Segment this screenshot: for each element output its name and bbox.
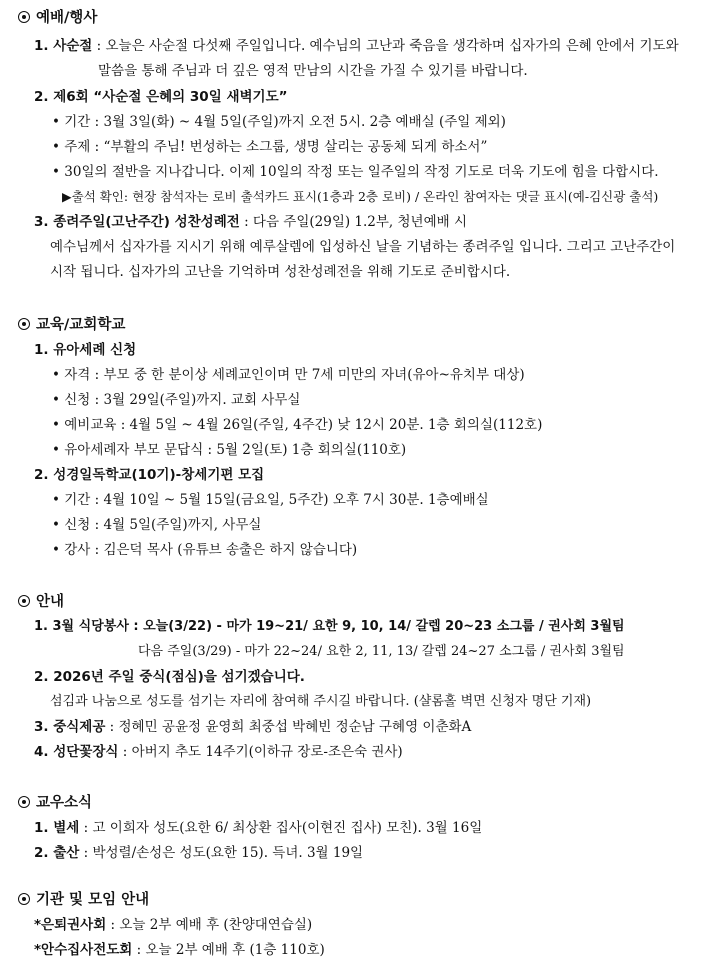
- item-bible-school: 2. 성경일독학교(10기)-창세기편 모집: [34, 467, 265, 483]
- circle-dot-icon: [18, 595, 30, 607]
- section-title-notice: 안내: [18, 592, 64, 612]
- lunch-service-desc: 섬김과 나눔으로 성도를 섬기는 자리에 참여해 주시길 바랍니다. (샬롬홀 벽면 신청자 명단 기재): [50, 694, 592, 709]
- section-title-worship: 예배/행사: [18, 8, 97, 28]
- item-altar-flowers: 4. 성단꽃장식 : 아버지 추도 14주기(이하규 장로-조은숙 권사): [34, 744, 403, 760]
- item-infant-baptism: 1. 유아세례 신청: [34, 342, 137, 358]
- circle-dot-icon: [18, 796, 30, 808]
- circle-dot-icon: [18, 11, 30, 23]
- cafeteria-service-next: 다음 주일(3/29) - 마가 22~24/ 요한 2, 11, 13/ 갈렙 24~27 소그룹 / 권사회 3월팀: [138, 644, 625, 659]
- item-palm-sunday: 3. 종려주일(고난주간) 성찬성례전 : 다음 주일(29일) 1.2부, 청년예배 시: [34, 214, 468, 230]
- section-title-meetings: 기관 및 모임 안내: [18, 890, 149, 910]
- item-birth: 2. 출산 : 박성렬/손성은 성도(요한 15). 득녀. 3월 19일: [34, 845, 364, 861]
- item-lent: 1. 사순절 : 오늘은 사순절 다섯째 주일입니다. 예수님의 고난과 죽음을 생각하며 십자가의 은혜 안에서 기도와: [34, 38, 679, 54]
- item-dawn-prayer: 2. 제6회 “사순절 은혜의 30일 새벽기도”: [34, 89, 288, 105]
- dawn-prayer-attendance: ▶출석 확인: 현장 참석자는 로비 출석카드 표시(1층과 2층 로비) / 온라인 참여자는 댓글 표시(예-김신광 출석): [62, 189, 659, 204]
- item-deacon-evangelism: *안수집사전도회 : 오늘 2부 예배 후 (1층 110호): [34, 942, 325, 958]
- item-retired-deaconess: *은퇴권사회 : 오늘 2부 예배 후 (찬양대연습실): [34, 917, 313, 933]
- item-lunch-provider: 3. 중식제공 : 정혜민 공윤정 윤영희 최중섭 박혜빈 정순남 구혜영 이춘화A: [34, 719, 472, 735]
- item-lent-cont: 말씀을 통해 주님과 더 깊은 영적 만남의 시간을 가질 수 있기를 바랍니다.: [98, 63, 528, 79]
- section-title-member-news: 교우소식: [18, 793, 92, 813]
- infant-baptism-interview: • 유아세례자 부모 문답식 : 5월 2일(토) 1층 회의실(110호): [52, 440, 406, 460]
- bible-school-lecturer: • 강사 : 김은덕 목사 (유튜브 송출은 하지 않습니다): [52, 540, 357, 560]
- infant-baptism-education: • 예비교육 : 4월 5일 ~ 4월 26일(주일, 4주간) 낮 12시 20분. 1층 회의실(112호): [52, 415, 542, 435]
- bible-school-application: • 신청 : 4월 5일(주일)까지, 사무실: [52, 515, 261, 535]
- item-cafeteria-service: 1. 3월 식당봉사 : 오늘(3/22) - 마가 19~21/ 요한 9, 10, 14/ 갈렙 20~23 소그룹 / 권사회 3월팀: [34, 619, 625, 634]
- item-obituary: 1. 별세 : 고 이희자 성도(요한 6/ 최상환 집사(이현진 집사) 모친). 3월 16일: [34, 820, 483, 836]
- infant-baptism-application: • 신청 : 3월 29일(주일)까지. 교회 사무실: [52, 390, 300, 410]
- circle-dot-icon: [18, 893, 30, 905]
- dawn-prayer-theme: • 주제 : “부활의 주님! 번성하는 소그룹, 생명 살리는 공동체 되게 하소서”: [52, 137, 487, 157]
- section-title-education: 교육/교회학교: [18, 315, 125, 335]
- palm-sunday-desc-2: 시작 됩니다. 십자가의 고난을 기억하며 성찬성례전을 위해 기도로 준비합시다.: [50, 264, 511, 280]
- palm-sunday-desc-1: 예수님께서 십자가를 지시기 위해 예루살렘에 입성하신 날을 기념하는 종려주일 입니다. 그리고 고난주간이: [50, 239, 676, 255]
- infant-baptism-qualification: • 자격 : 부모 중 한 분이상 세례교인이며 만 7세 미만의 자녀(유아~유치부 대상): [52, 365, 525, 385]
- bible-school-period: • 기간 : 4월 10일 ~ 5월 15일(금요일, 5주간) 오후 7시 30분. 1층예배실: [52, 490, 489, 510]
- dawn-prayer-note: • 30일의 절반을 지나갑니다. 이제 10일의 작정 또는 일주일의 작정 기도로 더욱 기도에 힘을 다합시다.: [52, 162, 659, 182]
- circle-dot-icon: [18, 318, 30, 330]
- dawn-prayer-period: • 기간 : 3월 3일(화) ~ 4월 5일(주일)까지 오전 5시. 2층 예배실 (주일 제외): [52, 112, 506, 132]
- item-lunch-service: 2. 2026년 주일 중식(점심)을 섬기겠습니다.: [34, 669, 305, 685]
